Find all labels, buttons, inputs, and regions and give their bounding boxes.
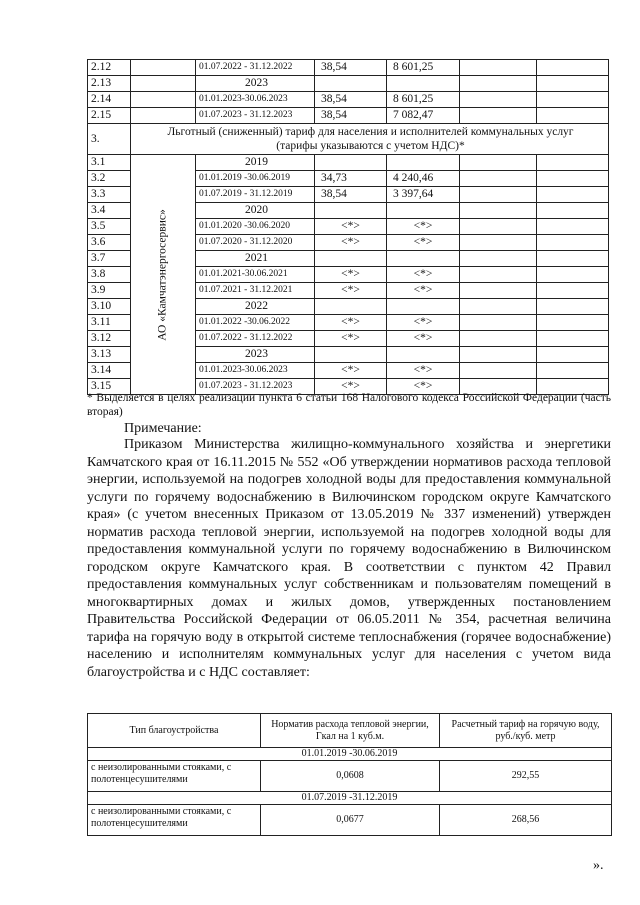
empty-cell	[460, 76, 537, 92]
period-cell: 01.01.2023-30.06.2023	[196, 363, 315, 379]
improvement-type-cell: с неизолированными стояками, с полотенцесушителями	[88, 805, 261, 836]
empty-cell	[460, 315, 537, 331]
value-cell: <*>	[387, 219, 460, 235]
year-cell: 2019	[196, 155, 315, 171]
organization-cell-blank	[131, 92, 196, 108]
period-cell: 01.07.2023 - 31.12.2023	[196, 108, 315, 124]
value-cell: 7 082,47	[387, 108, 460, 124]
tariff-cell: 268,56	[440, 805, 612, 836]
empty-cell	[537, 108, 609, 124]
row-number: 3.11	[88, 315, 131, 331]
empty-cell	[537, 315, 609, 331]
value-cell: 38,54	[315, 92, 387, 108]
empty-cell	[460, 347, 537, 363]
period-row: 01.01.2019 -30.06.2019	[88, 748, 612, 761]
value-cell-empty	[387, 251, 460, 267]
header-improvement-type: Тип благоустройства	[88, 714, 261, 748]
year-cell: 2023	[196, 76, 315, 92]
row-number: 3.5	[88, 219, 131, 235]
period-cell: 01.07.2022 - 31.12.2022	[196, 60, 315, 76]
value-cell: <*>	[315, 315, 387, 331]
row-number: 2.14	[88, 92, 131, 108]
value-cell-empty	[387, 347, 460, 363]
year-cell: 2023	[196, 347, 315, 363]
empty-cell	[460, 108, 537, 124]
footnote: * Выделяется в целях реализации пункта 6 статьи 168 Налогового кодекса Российской Федерации (часть вторая)	[87, 392, 611, 418]
empty-cell	[537, 299, 609, 315]
value-cell-empty	[315, 203, 387, 219]
year-cell: 2021	[196, 251, 315, 267]
organization-cell-blank	[131, 76, 196, 92]
hot-water-tariff-table	[87, 713, 612, 836]
row-number: 3.15	[88, 379, 131, 395]
value-cell-empty	[315, 347, 387, 363]
row-number: 3.1	[88, 155, 131, 171]
organization-cell-blank	[131, 108, 196, 124]
value-cell-empty	[387, 76, 460, 92]
row-number: 3.4	[88, 203, 131, 219]
tariff-rows-table	[87, 59, 609, 395]
table-row	[88, 108, 609, 124]
tariff-cell: 292,55	[440, 761, 612, 792]
value-cell-empty	[387, 203, 460, 219]
year-cell: 2022	[196, 299, 315, 315]
row-number: 3.12	[88, 331, 131, 347]
section-title-line2: (тарифы указываются с учетом НДС)*	[276, 140, 465, 152]
period-cell: 01.01.2019 -30.06.2019	[196, 171, 315, 187]
empty-cell	[460, 203, 537, 219]
value-cell-empty	[315, 76, 387, 92]
empty-cell	[537, 187, 609, 203]
empty-cell	[460, 155, 537, 171]
value-cell: <*>	[387, 363, 460, 379]
value-cell: <*>	[387, 379, 460, 395]
empty-cell	[537, 60, 609, 76]
table-row	[88, 76, 609, 92]
row-number: 3.7	[88, 251, 131, 267]
empty-cell	[537, 235, 609, 251]
organization-cell	[131, 155, 196, 395]
value-cell: <*>	[387, 267, 460, 283]
empty-cell	[537, 219, 609, 235]
empty-cell	[537, 203, 609, 219]
empty-cell	[460, 251, 537, 267]
table-row	[88, 60, 609, 76]
value-cell: <*>	[315, 267, 387, 283]
organization-name: АО «Камчатэнергосервис»	[156, 208, 169, 341]
header-hot-water-tariff: Расчетный тариф на горячую воду, руб./куб. метр	[440, 714, 612, 748]
section-title-line1: Льготный (сниженный) тариф для населения и исполнителей коммунальных услуг	[167, 126, 574, 138]
organization-cell-blank	[131, 60, 196, 76]
value-cell: <*>	[387, 235, 460, 251]
value-cell-empty	[315, 155, 387, 171]
value-cell: 8 601,25	[387, 92, 460, 108]
period-cell: 01.01.2023-30.06.2023	[196, 92, 315, 108]
period-cell: 01.07.2020 - 31.12.2020	[196, 235, 315, 251]
value-cell: 8 601,25	[387, 60, 460, 76]
empty-cell	[537, 267, 609, 283]
period-cell: 01.01.2021-30.06.2021	[196, 267, 315, 283]
row-number: 3.3	[88, 187, 131, 203]
empty-cell	[537, 155, 609, 171]
period-cell: 01.07.2019 - 31.12.2019	[196, 187, 315, 203]
empty-cell	[537, 283, 609, 299]
row-number: 3.6	[88, 235, 131, 251]
row-number: 3.14	[88, 363, 131, 379]
empty-cell	[460, 219, 537, 235]
value-cell: <*>	[315, 235, 387, 251]
empty-cell	[460, 283, 537, 299]
empty-cell	[537, 92, 609, 108]
empty-cell	[460, 331, 537, 347]
empty-cell	[460, 235, 537, 251]
note-paragraph: Приказом Министерства жилищно-коммунального хозяйства и энергетики Камчатского края от 16.11.2015 № 552 «Об утверждении нормативов расхода тепловой энергии, используемой на подогрев холодной воды для предоставления коммунальной услуги по горячему водоснабжению в Вилючинском городском округе Камчатского края» (с учетом внесенных Приказом от 13.05.2019 № 337 изменений) утвержден норматив расхода тепловой энергии, используемой на подогрев холодной воды для предоставления коммунальной услуги по горячему водоснабжению в Вилючинском городском округе Камчатского края. В соответствии с пунктом 42 Правил предоставления коммунальных услуг собственникам и пользователям помещений в многоквартирных домах и жилых домов, утвержденных постановлением Правительства Российской Федерации от 06.05.2011 № 354, расчетная величина тарифа на горячую воду в открытой системе теплоснабжения (горячее водоснабжение) населению и исполнителям коммунальных услуг для населения с учетом вида благоустройства и с НДС составляет:	[87, 437, 611, 680]
empty-cell	[537, 171, 609, 187]
period-cell: 01.07.2022 - 31.12.2022	[196, 331, 315, 347]
empty-cell	[460, 363, 537, 379]
value-cell: <*>	[315, 331, 387, 347]
value-cell: 34,73	[315, 171, 387, 187]
value-cell: 4 240,46	[387, 171, 460, 187]
section-title	[131, 124, 609, 155]
value-cell: 38,54	[315, 60, 387, 76]
value-cell-empty	[387, 299, 460, 315]
period-row: 01.07.2019 -31.12.2019	[88, 792, 612, 805]
value-cell-empty	[315, 299, 387, 315]
value-cell: <*>	[315, 283, 387, 299]
section-header-row	[88, 124, 609, 155]
improvement-type-cell: с неизолированными стояками, с полотенцесушителями	[88, 761, 261, 792]
section-number: 3.	[88, 124, 131, 155]
row-number: 3.8	[88, 267, 131, 283]
empty-cell	[460, 267, 537, 283]
table-row	[88, 155, 609, 171]
empty-cell	[460, 60, 537, 76]
empty-cell	[460, 171, 537, 187]
period-cell: 01.07.2023 - 31.12.2023	[196, 379, 315, 395]
row-number: 3.2	[88, 171, 131, 187]
period-cell: 01.01.2020 -30.06.2020	[196, 219, 315, 235]
empty-cell	[537, 331, 609, 347]
empty-cell	[537, 251, 609, 267]
row-number: 3.13	[88, 347, 131, 363]
value-cell: <*>	[387, 331, 460, 347]
value-cell-empty	[387, 155, 460, 171]
row-number: 3.10	[88, 299, 131, 315]
heat-norm-cell: 0,0677	[261, 805, 440, 836]
value-cell: <*>	[387, 283, 460, 299]
empty-cell	[537, 347, 609, 363]
value-cell: <*>	[315, 363, 387, 379]
value-cell: 38,54	[315, 187, 387, 203]
empty-cell	[537, 76, 609, 92]
closing-quote: ».	[593, 858, 604, 873]
period-cell: 01.01.2022 -30.06.2022	[196, 315, 315, 331]
value-cell: <*>	[315, 379, 387, 395]
row-number: 2.12	[88, 60, 131, 76]
period-cell: 01.07.2021 - 31.12.2021	[196, 283, 315, 299]
empty-cell	[537, 363, 609, 379]
empty-cell	[460, 92, 537, 108]
value-cell: <*>	[387, 315, 460, 331]
table-row	[88, 92, 609, 108]
value-cell: 38,54	[315, 108, 387, 124]
row-number: 3.9	[88, 283, 131, 299]
row-number: 2.15	[88, 108, 131, 124]
empty-cell	[460, 187, 537, 203]
value-cell-empty	[315, 251, 387, 267]
row-number: 2.13	[88, 76, 131, 92]
header-heat-norm: Норматив расхода тепловой энергии, Гкал на 1 куб.м.	[261, 714, 440, 748]
empty-cell	[460, 299, 537, 315]
note-title: Примечание:	[124, 421, 202, 436]
year-cell: 2020	[196, 203, 315, 219]
value-cell: 3 397,64	[387, 187, 460, 203]
value-cell: <*>	[315, 219, 387, 235]
heat-norm-cell: 0,0608	[261, 761, 440, 792]
